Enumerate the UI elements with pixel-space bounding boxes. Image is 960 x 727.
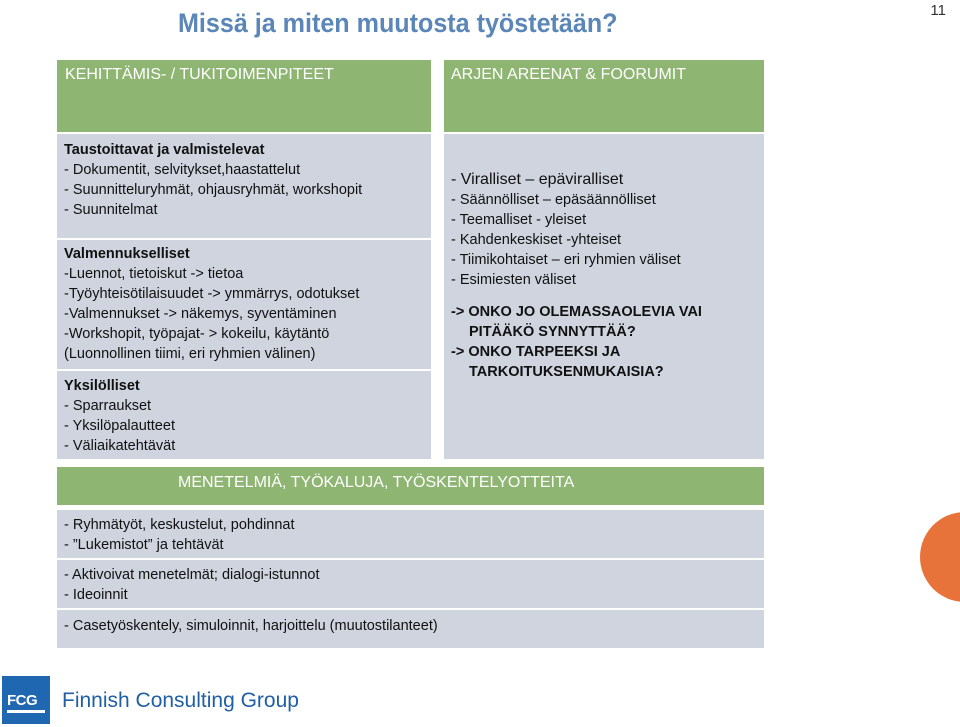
methods-header: MENETELMIÄ, TYÖKALUJA, TYÖSKENTELYOTTEITA xyxy=(57,467,764,505)
individual-line: - Sparraukset xyxy=(64,398,152,414)
support-measures-header: KEHITTÄMIS- / TUKITOIMENPITEET xyxy=(57,60,431,132)
method-line: - Ryhmätyöt, keskustelut, pohdinnat xyxy=(64,517,295,533)
individual-heading: Yksilölliset xyxy=(64,378,140,394)
coaching-line: -Valmennukset -> näkemys, syventäminen xyxy=(64,306,337,322)
method-line: - Ideoinnit xyxy=(64,587,128,603)
preparatory-heading: Taustoittavat ja valmistelevat xyxy=(64,142,265,158)
method-line: - Casetyöskentely, simuloinnit, harjoittelu (muutostilanteet) xyxy=(64,618,438,634)
preparatory-line: - Suunnitelmat xyxy=(64,202,158,218)
forum-line: - Tiimikohtaiset – eri ryhmien väliset xyxy=(451,252,681,268)
method-line: - Aktivoivat menetelmät; dialogi-istunnot xyxy=(64,567,320,583)
coaching-line: (Luonnollinen tiimi, eri ryhmien välinen) xyxy=(64,346,316,362)
fcg-logo xyxy=(2,676,50,724)
preparatory-line: - Dokumentit, selvitykset,haastattelut xyxy=(64,162,301,178)
methods-group-3 xyxy=(57,608,764,648)
individual-line: - Yksilöpalautteet xyxy=(64,418,175,434)
coaching-line: -Workshopit, työpajat- > kokeilu, käytäntö xyxy=(64,326,330,342)
methods-group-2 xyxy=(57,558,764,608)
forum-question: -> ONKO JO OLEMASSAOLEVIA VAI xyxy=(451,304,702,320)
method-line: - ”Lukemistot” ja tehtävät xyxy=(64,537,224,553)
forums-header: ARJEN AREENAT & FOORUMIT xyxy=(444,60,764,132)
forum-line: - Teemalliset - yleiset xyxy=(451,212,587,228)
forum-line: - Säännölliset – epäsäännölliset xyxy=(451,192,656,208)
forum-question: -> ONKO TARPEEKSI JA xyxy=(451,344,621,360)
coaching-heading: Valmennukselliset xyxy=(64,246,190,262)
preparatory-line: - Suunnitteluryhmät, ohjausryhmät, workshopit xyxy=(64,182,363,198)
slide-title: Missä ja miten muutosta työstetään? xyxy=(178,8,618,38)
decorative-circle xyxy=(920,512,960,602)
forum-question: TARKOITUKSENMUKAISIA? xyxy=(469,364,664,380)
spacer xyxy=(451,290,764,302)
forum-line: - Esimiesten väliset xyxy=(451,272,576,288)
individual-panel xyxy=(57,369,431,459)
forum-question: PITÄÄKÖ SYNNYTTÄÄ? xyxy=(469,324,636,340)
forum-line: - Kahdenkeskiset -yhteiset xyxy=(451,232,622,248)
individual-line: - Väliaikatehtävät xyxy=(64,438,176,454)
preparatory-panel xyxy=(57,132,431,238)
logo-bar xyxy=(7,710,45,713)
coaching-panel xyxy=(57,238,431,369)
company-name: Finnish Consulting Group xyxy=(62,689,299,712)
coaching-line: -Luennot, tietoiskut -> tietoa xyxy=(64,266,244,282)
forums-panel xyxy=(444,132,764,459)
page-number: 11 xyxy=(930,2,946,19)
methods-group-1 xyxy=(57,508,764,558)
coaching-line: -Työyhteisötilaisuudet -> ymmärrys, odotukset xyxy=(64,286,360,302)
logo-text: FCG xyxy=(7,692,38,709)
forum-line: - Viralliset – epäviralliset xyxy=(451,171,624,188)
